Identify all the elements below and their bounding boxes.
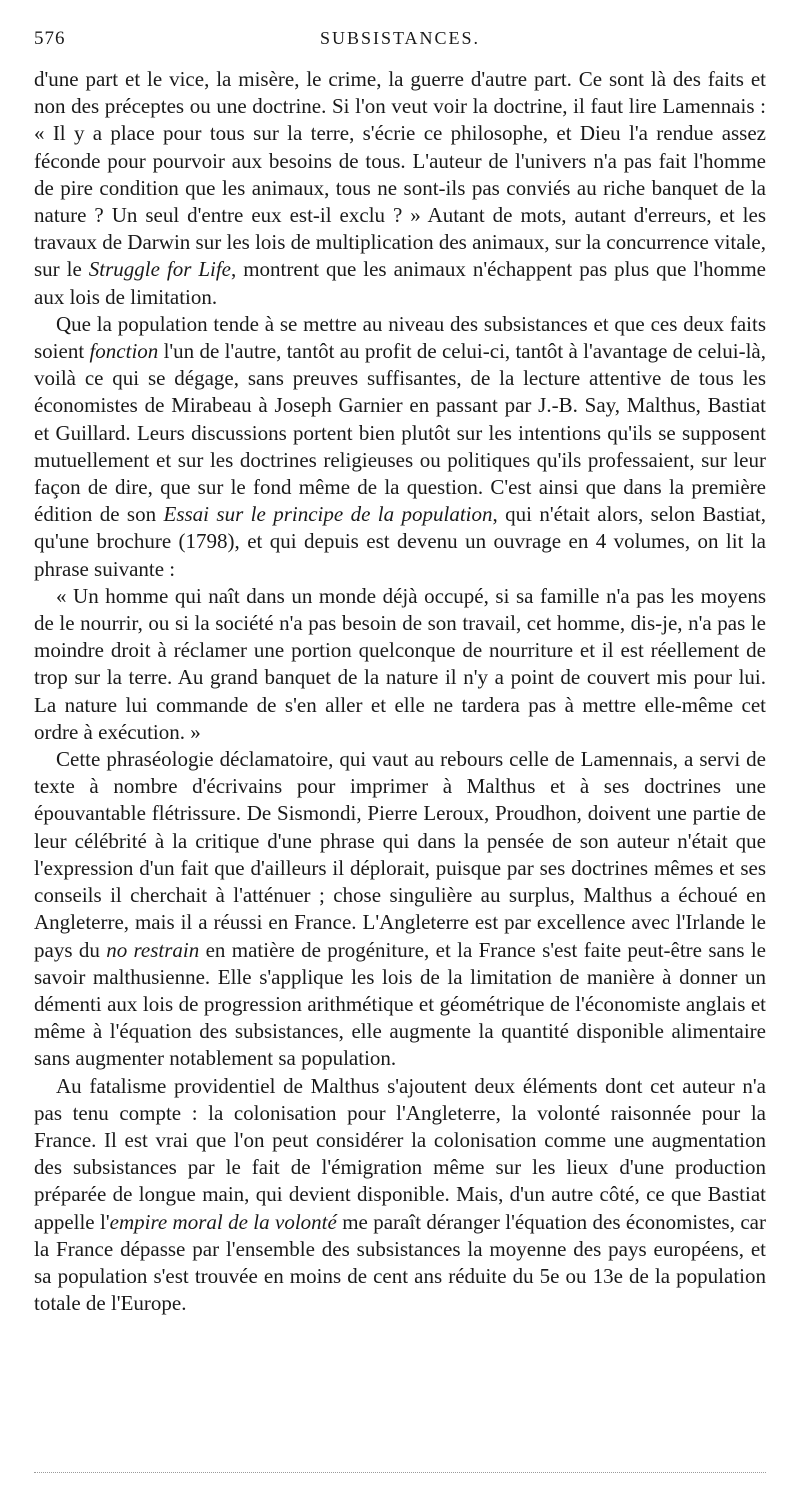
italic-text: empire moral de la volonté: [109, 1209, 337, 1234]
text-run: l'un de l'autre, tantôt au profit de celui-ci, tantôt à l'avantage de celui-là, voilà ce qui se dégage, sans preuves suffisantes, de la lecture attentive de tous les économistes de Mirabeau à Joseph Garnier en passant par J.-B. Say, Malthus, Bastiat et Guillard. Leurs discussions portent bien plutôt sur les intentions qu'ils se supposent mutuellement et sur les doctrines religieuses ou politiques qu'ils professaient, sur leur façon de dire, que sur le fond même de la question. C'est ainsi que dans la première édition de son: [34, 339, 766, 527]
running-head: [34, 22, 766, 52]
italic-text: no restrain: [106, 937, 200, 962]
text-run: , qui n'était alors, selon Bastiat, qu'une brochure (1798), et qui depuis est devenu un ouvrage en 4 volumes, on lit la phrase suivante :: [34, 502, 766, 581]
text-run: Cette phraséologie déclamatoire, qui vaut au rebours celle de Lamennais, a servi de texte à nombre d'écrivains pour imprimer à Malthus et à ses doctrines une épouvantable flétrissure. De Sismondi, Pierre Leroux, Proudhon, doivent une partie de leur célébrité à la critique d'une phrase qui dans la pensée de son auteur n'était que l'expression d'un fait que d'ailleurs il déplorait, puisque par ses doctrines mêmes et ses conseils il cherchait à l'atténuer ; chose singulière au surplus, Malthus a échoué en Angleterre, mais il a réussi en France. L'Angleterre est par excellence avec l'Irlande le pays du: [34, 747, 766, 962]
text-run: , montrent que les animaux n'échappent pas plus que l'homme aux lois de limitation.: [34, 257, 767, 309]
page: [34, 22, 766, 1317]
body-text: [34, 66, 766, 1317]
paragraph: [34, 66, 766, 311]
paragraph: [34, 746, 766, 1072]
paragraph: [34, 1073, 766, 1318]
page-number: 576: [34, 28, 66, 49]
paragraph: [34, 311, 766, 583]
text-run: d'une part et le vice, la misère, le crime, la guerre d'autre part. Ce sont là des faits et non des préceptes ou une doctrine. Si l'on veut voir la doctrine, il faut lire Lamennais : « Il y a place pour tous sur la terre, s'écrie ce philosophe, et Dieu l'a rendue assez féconde pour pourvoir aux besoins de tous. L'auteur de l'univers n'a pas fait l'homme de pire condition que les animaux, tous ne sont-ils pas conviés au riche banquet de la nature ? Un seul d'entre eux est-il exclu ? » Autant de mots, autant d'erreurs, et les travaux de Darwin sur les lois de multiplication des animaux, sur la concurrence vitale, sur le: [34, 67, 766, 282]
italic-text: fonction: [89, 339, 159, 364]
text-run: me paraît déranger l'équation des économistes, car la France dépasse par l'ensemble des subsistances la moyenne des pays européens, et sa population s'est trouvée en moins de cent ans réduite du 5e ou 13e de la population totale de l'Europe.: [34, 1209, 766, 1316]
footer-rule: [34, 1472, 766, 1473]
text-run: Que la population tende à se mettre au niveau des subsistances et que ces deux faits soient: [34, 311, 766, 364]
italic-text: Struggle for Life: [88, 257, 232, 282]
paragraph: [34, 583, 766, 746]
running-title: SUBSISTANCES.: [319, 28, 481, 48]
text-run: en matière de progéniture, et la France s'est faite peut-être sans le savoir malthusienne. Elle s'applique les lois de la limitation de manière à donner un démenti aux lois de progression arithmétique et géométrique de l'économiste anglais et même à l'équation des subsistances, elle augmente la quantité disponible alimentaire sans augmenter notablement sa population.: [34, 937, 766, 1071]
text-run: « Un homme qui naît dans un monde déjà occupé, si sa famille n'a pas les moyens de le nourrir, ou si la société n'a pas besoin de son travail, cet homme, dis-je, n'a pas le moindre droit à réclamer une portion quelconque de nourriture et il est réellement de trop sur la terre. Au grand banquet de la nature il n'y a point de couvert mis pour lui. La nature lui commande de s'en aller et elle ne tardera pas à mettre elle-même cet ordre à exécution. »: [34, 583, 766, 744]
text-run: Au fatalisme providentiel de Malthus s'ajoutent deux éléments dont cet auteur n'a pas tenu compte : la colonisation pour l'Angleterre, la volonté raisonnée pour la France. Il est vrai que l'on peut considérer la colonisation comme une augmentation des subsistances par le fait de l'émigration même sur les lieux d'une production préparée de longue main, qui devient disponible. Mais, d'un autre côté, ce que Bastiat appelle l': [34, 1073, 766, 1234]
italic-text: Essai sur le principe de la population: [163, 502, 493, 527]
